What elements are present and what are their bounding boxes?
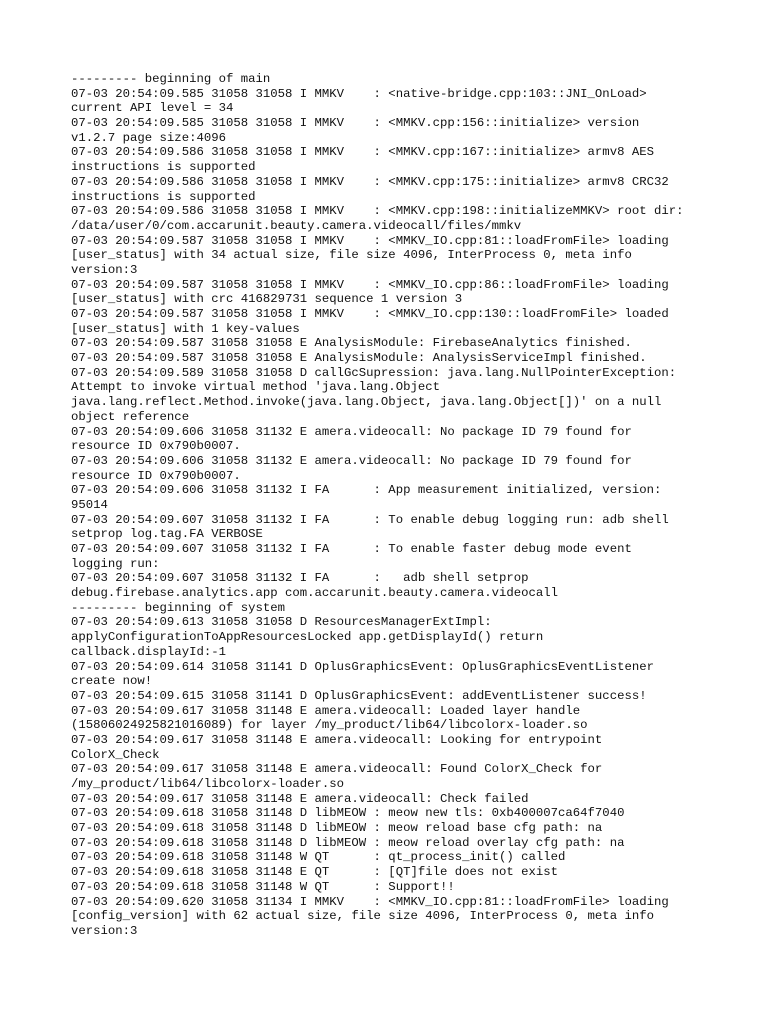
log-line: [user_status] with 34 actual size, file size 4096, InterProcess 0, meta info bbox=[71, 248, 632, 263]
log-line: --------- beginning of system bbox=[71, 600, 286, 615]
log-line: 07-03 20:54:09.587 31058 31058 I MMKV : <MMKV_IO.cpp:81::loadFromFile> loading bbox=[71, 233, 669, 248]
log-line: 07-03 20:54:09.618 31058 31148 W QT : Support!! bbox=[71, 879, 455, 894]
log-line: 07-03 20:54:09.586 31058 31058 I MMKV : <MMKV.cpp:175::initialize> armv8 CRC32 bbox=[71, 174, 669, 189]
log-line: current API level = 34 bbox=[71, 101, 234, 116]
log-line: 07-03 20:54:09.587 31058 31058 E AnalysisModule: AnalysisServiceImpl finished. bbox=[71, 351, 647, 366]
log-line: 07-03 20:54:09.617 31058 31148 E amera.videocall: Check failed bbox=[71, 791, 529, 806]
log-line: [user_status] with crc 416829731 sequence 1 version 3 bbox=[71, 292, 463, 307]
log-line: 07-03 20:54:09.615 31058 31141 D OplusGraphicsEvent: addEventListener success! bbox=[71, 688, 647, 703]
log-text-block bbox=[71, 72, 711, 939]
log-line: v1.2.7 page size:4096 bbox=[71, 130, 226, 145]
log-line: applyConfigurationToAppResourcesLocked app.getDisplayId() return bbox=[71, 630, 544, 645]
log-line: [config_version] with 62 actual size, file size 4096, InterProcess 0, meta info bbox=[71, 909, 654, 924]
log-line: [user_status] with 1 key-values bbox=[71, 321, 300, 336]
log-line: 07-03 20:54:09.606 31058 31132 I FA : App measurement initialized, version: bbox=[71, 483, 662, 498]
log-line: 07-03 20:54:09.607 31058 31132 I FA : To enable debug logging run: adb shell bbox=[71, 512, 669, 527]
log-line: 07-03 20:54:09.587 31058 31058 E AnalysisModule: FirebaseAnalytics finished. bbox=[71, 336, 632, 351]
log-line: 07-03 20:54:09.607 31058 31132 I FA : To enable faster debug mode event bbox=[71, 542, 632, 556]
log-line: (15806024925821016089) for layer /my_product/lib64/libcolorx-loader.so bbox=[71, 718, 588, 733]
log-line: 07-03 20:54:09.586 31058 31058 I MMKV : <MMKV.cpp:167::initialize> armv8 AES bbox=[71, 145, 654, 160]
log-line: setprop log.tag.FA VERBOSE bbox=[71, 527, 263, 542]
log-line: 07-03 20:54:09.617 31058 31148 E amera.videocall: Looking for entrypoint bbox=[71, 732, 603, 747]
log-line: 95014 bbox=[71, 497, 108, 512]
log-line: instructions is supported bbox=[71, 160, 256, 175]
log-line: /data/user/0/com.accarunit.beauty.camera.videocall/files/mmkv bbox=[71, 218, 522, 233]
log-line: Attempt to invoke virtual method 'java.lang.Object bbox=[71, 380, 440, 395]
log-line: 07-03 20:54:09.618 31058 31148 D libMEOW : meow reload overlay cfg path: na bbox=[71, 835, 625, 850]
log-line: 07-03 20:54:09.618 31058 31148 E QT : [QT]file does not exist bbox=[71, 865, 559, 880]
log-line: 07-03 20:54:09.618 31058 31148 D libMEOW : meow new tls: 0xb400007ca64f7040 bbox=[71, 806, 625, 821]
log-line: logging run: bbox=[71, 556, 160, 571]
log-line: callback.displayId:-1 bbox=[71, 644, 226, 659]
log-line: 07-03 20:54:09.613 31058 31058 D ResourcesManagerExtImpl: bbox=[71, 615, 492, 630]
log-line: 07-03 20:54:09.606 31058 31132 E amera.videocall: No package ID 79 found for bbox=[71, 424, 632, 439]
log-line: object reference bbox=[71, 409, 190, 424]
log-line: 07-03 20:54:09.587 31058 31058 I MMKV : <MMKV_IO.cpp:130::loadFromFile> loaded bbox=[71, 307, 669, 321]
log-line: resource ID 0x790b0007. bbox=[71, 468, 241, 483]
log-line: resource ID 0x790b0007. bbox=[71, 439, 241, 454]
log-line: 07-03 20:54:09.620 31058 31134 I MMKV : <MMKV_IO.cpp:81::loadFromFile> loading bbox=[71, 894, 669, 909]
log-line: 07-03 20:54:09.585 31058 31058 I MMKV : <native-bridge.cpp:103::JNI_OnLoad> bbox=[71, 86, 647, 101]
log-line: --------- beginning of main bbox=[71, 72, 271, 86]
log-line: 07-03 20:54:09.614 31058 31141 D OplusGraphicsEvent: OplusGraphicsEventListener bbox=[71, 659, 654, 674]
log-line: 07-03 20:54:09.617 31058 31148 E amera.videocall: Loaded layer handle bbox=[71, 703, 581, 718]
log-line: version:3 bbox=[71, 262, 138, 277]
log-line: ColorX_Check bbox=[71, 747, 160, 762]
log-line: instructions is supported bbox=[71, 189, 256, 204]
log-line: 07-03 20:54:09.617 31058 31148 E amera.videocall: Found ColorX_Check for bbox=[71, 762, 603, 777]
log-line: create now! bbox=[71, 674, 153, 689]
log-line: 07-03 20:54:09.618 31058 31148 D libMEOW : meow reload base cfg path: na bbox=[71, 821, 603, 836]
log-line: 07-03 20:54:09.587 31058 31058 I MMKV : <MMKV_IO.cpp:86::loadFromFile> loading bbox=[71, 277, 669, 292]
log-line: 07-03 20:54:09.606 31058 31132 E amera.videocall: No package ID 79 found for bbox=[71, 453, 632, 468]
log-line: 07-03 20:54:09.585 31058 31058 I MMKV : <MMKV.cpp:156::initialize> version bbox=[71, 116, 640, 131]
log-line: version:3 bbox=[71, 923, 138, 938]
log-line: 07-03 20:54:09.589 31058 31058 D callGcSupression: java.lang.NullPointerException: bbox=[71, 365, 677, 380]
log-line: /my_product/lib64/libcolorx-loader.so bbox=[71, 777, 345, 791]
log-line: debug.firebase.analytics.app com.accarunit.beauty.camera.videocall bbox=[71, 586, 559, 601]
log-line: java.lang.reflect.Method.invoke(java.lang.Object, java.lang.Object[])' on a null bbox=[71, 395, 662, 410]
log-line: 07-03 20:54:09.618 31058 31148 W QT : qt_process_init() called bbox=[71, 850, 566, 865]
log-line: 07-03 20:54:09.607 31058 31132 I FA : adb shell setprop bbox=[71, 571, 529, 586]
log-line: 07-03 20:54:09.586 31058 31058 I MMKV : <MMKV.cpp:198::initializeMMKV> root dir: bbox=[71, 204, 684, 219]
